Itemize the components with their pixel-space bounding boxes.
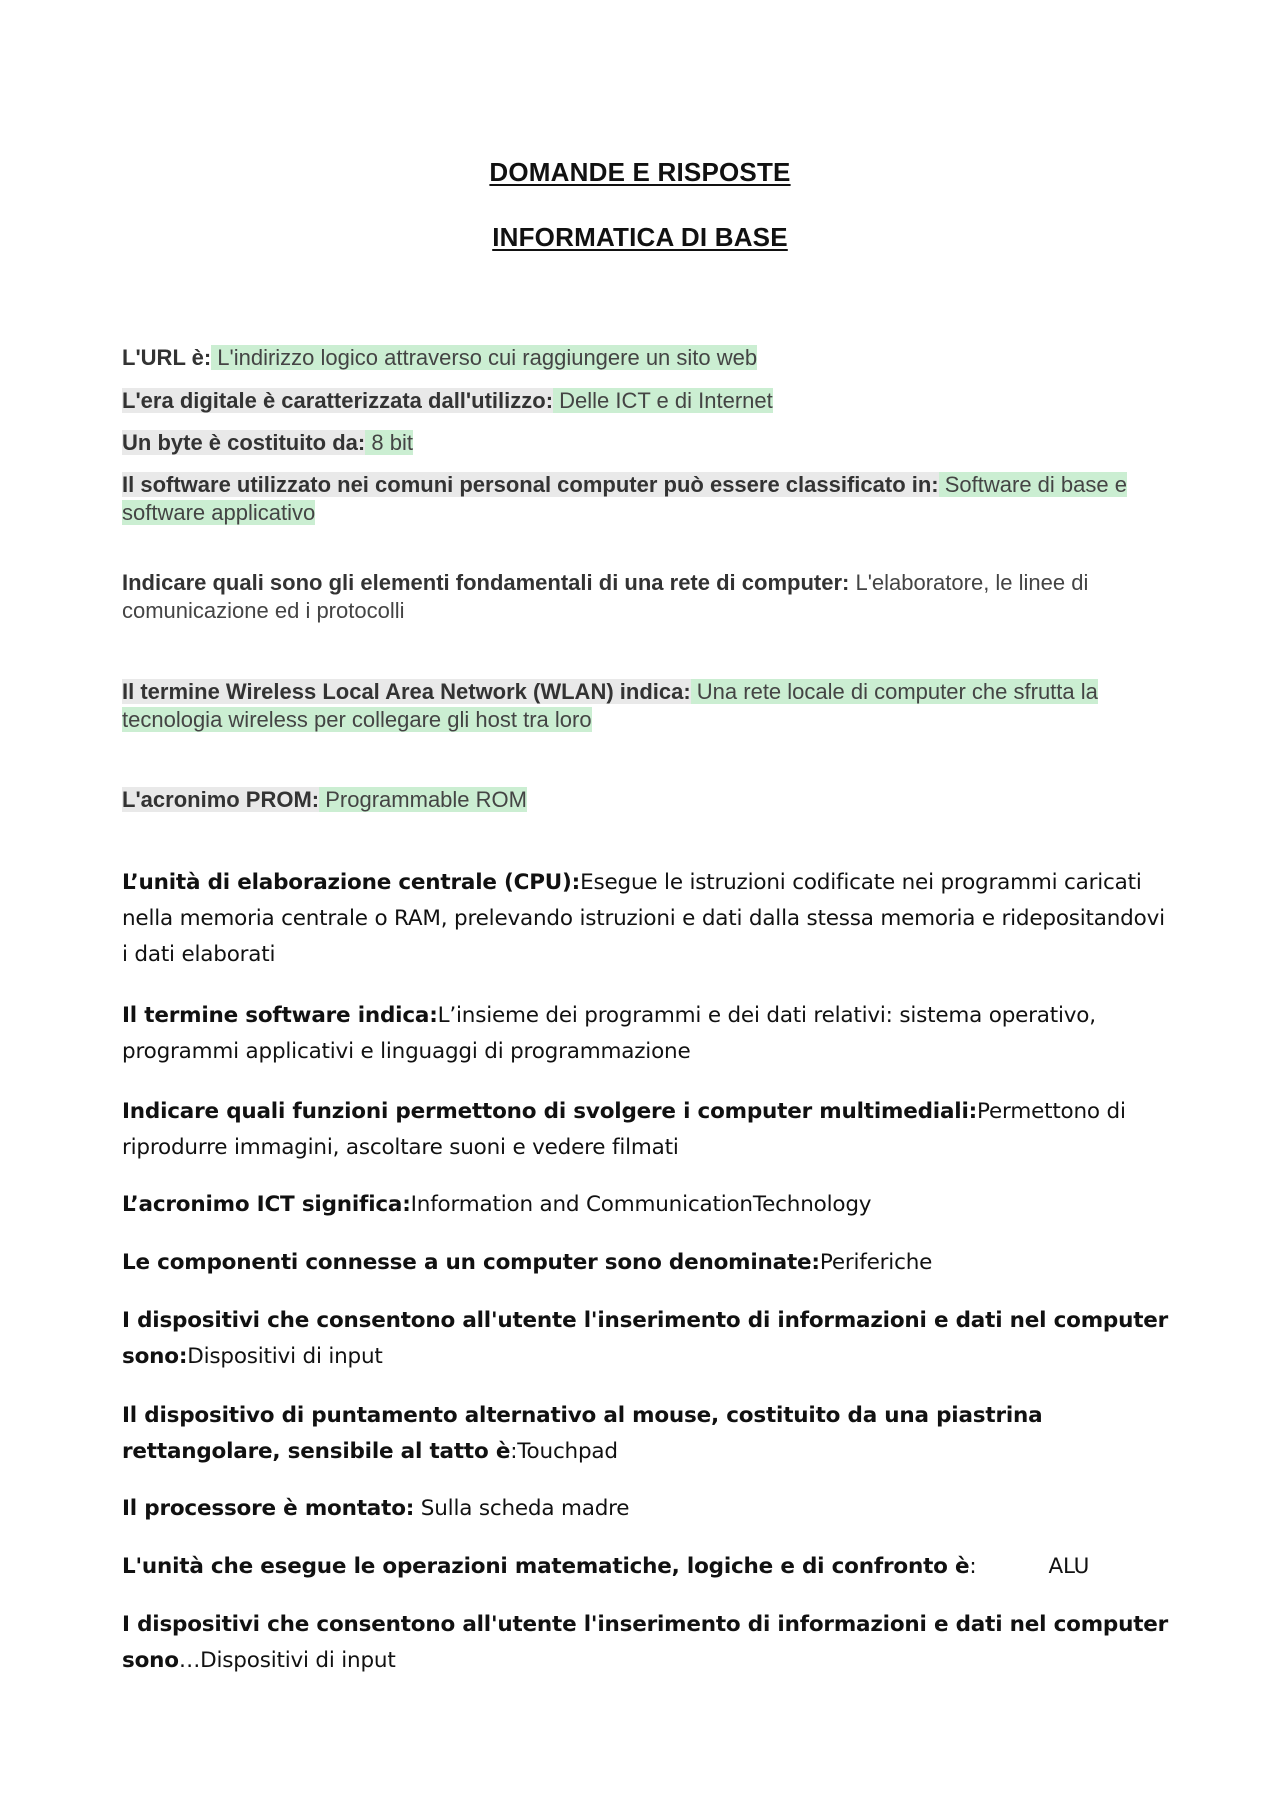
answer: ALU: [1048, 1554, 1090, 1579]
answer: 8 bit: [365, 430, 413, 455]
question-tail: :: [510, 1439, 518, 1464]
question: L'acronimo PROM:: [122, 787, 320, 812]
question: Il dispositivo di puntamento alternativo al mouse, costituito da una piastrina rettangolare, sensibile al tatto è: [122, 1403, 1043, 1464]
qa-item: [122, 429, 1172, 457]
question-tail: …: [178, 1648, 201, 1673]
answer: Sulla scheda madre: [414, 1496, 630, 1521]
qa-item: [122, 865, 1172, 973]
qa-item: [122, 387, 1172, 415]
question: Un byte è costituito da:: [122, 430, 366, 455]
qa-item: [122, 678, 1172, 734]
qa-item: [122, 1398, 1172, 1470]
question-tail: :: [969, 1554, 977, 1579]
qa-item: [122, 1187, 1172, 1223]
answer: Permettono di riprodurre immagini, ascoltare suoni e vedere filmati: [122, 1099, 1126, 1160]
question: L'URL è:: [122, 345, 212, 370]
answer: Touchpad: [517, 1439, 618, 1464]
qa-item: [122, 1245, 1172, 1281]
answer: L'elaboratore, le linee di comunicazione ed i protocolli: [122, 570, 1089, 623]
answer: Programmable ROM: [319, 787, 527, 812]
qa-item: [122, 344, 1172, 372]
answer: Una rete locale di computer che sfrutta la tecnologia wireless per collegare gli host tra loro: [122, 679, 1098, 732]
qa-item: [122, 1303, 1172, 1375]
qa-item: [122, 471, 1172, 527]
question: Il software utilizzato nei comuni personal computer può essere classificato in:: [122, 472, 939, 497]
question: Indicare quali funzioni permettono di svolgere i computer multimediali:: [122, 1099, 978, 1124]
answer: Dispositivi di input: [187, 1344, 383, 1369]
document-title: DOMANDE E RISPOSTE: [489, 157, 791, 187]
question: Il processore è montato:: [122, 1496, 415, 1521]
answer: Delle ICT e di Internet: [553, 388, 773, 413]
answer: L'indirizzo logico attraverso cui raggiungere un sito web: [211, 345, 758, 370]
question: L'era digitale è caratterizzata dall'utilizzo:: [122, 388, 554, 413]
qa-item: [122, 786, 1172, 814]
answer: Dispositivi di input: [200, 1648, 396, 1673]
question: Indicare quali sono gli elementi fondamentali di una rete di computer:: [122, 570, 850, 595]
answer: Software di base e software applicativo: [122, 472, 1127, 525]
qa-item: [122, 1094, 1172, 1166]
question: I dispositivi che consentono all'utente l'inserimento di informazioni e dati nel computer sono:: [122, 1308, 1169, 1369]
qa-item: [122, 1607, 1172, 1679]
qa-item: [122, 1491, 1172, 1527]
question: L’unità di elaborazione centrale (CPU):: [122, 870, 581, 895]
answer: Periferiche: [819, 1250, 933, 1275]
question: Il termine software indica:: [122, 1003, 438, 1028]
question: Le componenti connesse a un computer sono denominate:: [122, 1250, 820, 1275]
answer: Esegue le istruzioni codificate nei programmi caricati nella memoria centrale o RAM, prelevando istruzioni e dati dalla stessa memoria e ridepositandovi i dati elaborati: [122, 870, 1165, 967]
question: I dispositivi che consentono all'utente l'inserimento di informazioni e dati nel computer sono: [122, 1612, 1169, 1673]
qa-item: [122, 1549, 1172, 1585]
question: L'unità che esegue le operazioni matematiche, logiche e di confronto è: [122, 1554, 970, 1579]
question: L’acronimo ICT significa:: [122, 1192, 411, 1217]
qa-item: [122, 569, 1172, 625]
document-subtitle: INFORMATICA DI BASE: [492, 222, 788, 252]
answer: L’insieme dei programmi e dei dati relativi: sistema operativo, programmi applicativi e linguaggi di programmazione: [122, 1003, 1096, 1064]
question: Il termine Wireless Local Area Network (WLAN) indica:: [122, 679, 691, 704]
answer: Information and CommunicationTechnology: [410, 1192, 872, 1217]
qa-item: [122, 998, 1172, 1070]
